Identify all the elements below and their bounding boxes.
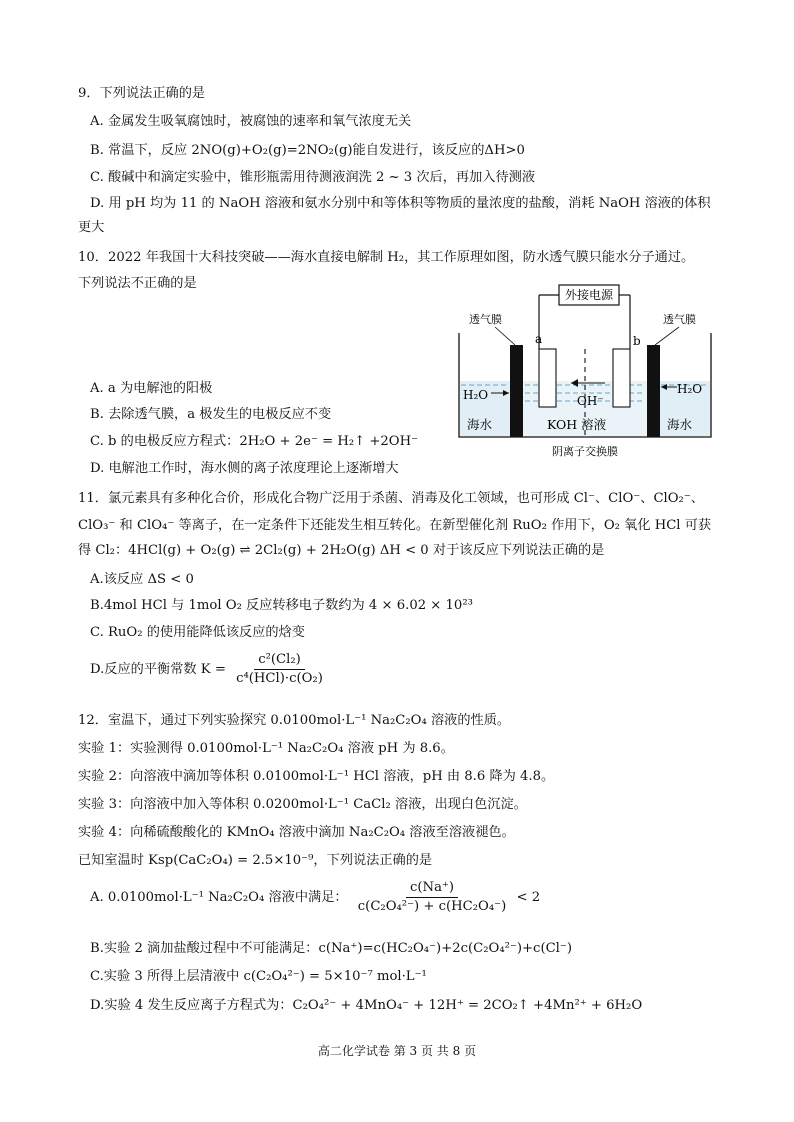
q10-stem: 10．2022 年我国十大科技突破——海水直接电解制 H₂，其工作原理如图，防水透气膜只能水分子通过。 xyxy=(78,250,695,265)
q11-option-d xyxy=(90,652,329,687)
q9-option-c: C. 酸碱中和滴定实验中，锥形瓶需用待测液润洗 2 ~ 3 次后，再加入待测液 xyxy=(90,170,536,185)
electrode-b-label: b xyxy=(633,334,641,348)
concentration-ratio-fraction xyxy=(354,880,510,915)
q12-experiment-2: 实验 2：向溶液中滴加等体积 0.0100mol·L⁻¹ HCl 溶液，pH 由 8.6 降为 4.8。 xyxy=(78,769,555,784)
q9-option-d-cont: 更大 xyxy=(78,220,105,235)
power-supply-label: 外接电源 xyxy=(564,288,614,302)
q12-known: 已知室温时 Ksp(CaC₂O₄) = 2.5×10⁻⁹，下列说法正确的是 xyxy=(78,853,433,868)
q10-option-b: B. 去除透气膜，a 极发生的电极反应不变 xyxy=(90,407,332,422)
electrolysis-diagram xyxy=(455,283,715,463)
q12-option-d: D.实验 4 发生反应离子方程式为：C₂O₄²⁻ + 4MnO₄⁻ + 12H⁺ = 2CO₂↑ +4Mn²⁺ + 6H₂O xyxy=(90,998,643,1013)
q12-experiment-4: 实验 4：向稀硫酸酸化的 KMnO₄ 溶液中滴加 Na₂C₂O₄ 溶液至溶液褪色。 xyxy=(78,825,515,840)
fraction-numerator: c(Na⁺) xyxy=(406,880,458,898)
q9-option-a: A. 金属发生吸氧腐蚀时，被腐蚀的速率和氧气浓度无关 xyxy=(90,114,412,129)
q11-option-d-prefix: D.反应的平衡常数 K = xyxy=(90,661,226,677)
q11-option-c: C. RuO₂ 的使用能降低该反应的焓变 xyxy=(90,625,305,640)
q9-option-b: B. 常温下，反应 2NO(g)+O₂(g)=2NO₂(g)能自发进行，该反应的ΔH>0 xyxy=(90,143,525,158)
q12-option-a xyxy=(90,880,540,915)
seawater-label-left: 海水 xyxy=(467,417,493,432)
q12-option-b: B.实验 2 滴加盐酸过程中不可能满足：c(Na⁺)=c(HC₂O₄⁻)+2c(C₂O₄²⁻)+c(Cl⁻) xyxy=(90,941,572,956)
q12-option-a-suffix: < 2 xyxy=(516,889,541,905)
q12-experiment-3: 实验 3：向溶液中加入等体积 0.0200mol·L⁻¹ CaCl₂ 溶液，出现白色沉淀。 xyxy=(78,797,527,812)
q10-stem-cont: 下列说法不正确的是 xyxy=(78,276,197,291)
equilibrium-constant-fraction xyxy=(232,652,327,687)
seawater-label-right: 海水 xyxy=(667,417,693,432)
q11-stem: 11．氯元素具有多种化合价，形成化合物广泛用于杀菌、消毒及化工领域，也可形成 Cl⁻、ClO⁻、ClO₂⁻、 xyxy=(78,491,704,506)
page-footer: 高二化学试卷 第 3 页 共 8 页 xyxy=(317,1044,477,1058)
water-label-left: H₂O xyxy=(463,388,489,402)
q10-option-d: D. 电解池工作时，海水侧的离子浓度理论上逐渐增大 xyxy=(90,461,399,476)
q9-option-d: D. 用 pH 均为 11 的 NaOH 溶液和氨水分别中和等体积等物质的量浓度的盐酸，消耗 NaOH 溶液的体积 xyxy=(90,196,711,211)
q11-option-a: A.该反应 ΔS < 0 xyxy=(90,572,194,587)
membrane-label-left: 透气膜 xyxy=(469,313,502,326)
hydroxide-label: OH⁻ xyxy=(577,394,604,408)
q12-option-a-prefix: A. 0.0100mol·L⁻¹ Na₂C₂O₄ 溶液中满足： xyxy=(90,889,348,905)
q9-stem: 9．下列说法正确的是 xyxy=(78,86,206,101)
q12-experiment-1: 实验 1：实验测得 0.0100mol·L⁻¹ Na₂C₂O₄ 溶液 pH 为 8.6。 xyxy=(78,741,454,756)
membrane-label-right: 透气膜 xyxy=(663,313,696,326)
q12-stem: 12．室温下，通过下列实验探究 0.0100mol·L⁻¹ Na₂C₂O₄ 溶液的性质。 xyxy=(78,713,511,728)
koh-solution-label: KOH 溶液 xyxy=(547,417,607,432)
q10-option-a: A. a 为电解池的阳极 xyxy=(90,381,213,396)
electrode-a-label: a xyxy=(535,332,543,346)
q11-stem-cont-2: 得 Cl₂：4HCl(g) + O₂(g) ⇌ 2Cl₂(g) + 2H₂O(g) ΔH < 0 对于该反应下列说法正确的是 xyxy=(78,543,605,558)
figure-caption: 阴离子交换膜 xyxy=(552,445,618,458)
q11-stem-cont-1: ClO₃⁻ 和 ClO₄⁻ 等离子，在一定条件下还能发生相互转化。在新型催化剂 RuO₂ 作用下，O₂ 氧化 HCl 可获 xyxy=(78,518,712,533)
fraction-denominator: c⁴(HCl)·c(O₂) xyxy=(236,670,323,686)
water-label-right: H₂O xyxy=(677,382,703,396)
fraction-denominator: c(C₂O₄²⁻) + c(HC₂O₄⁻) xyxy=(357,898,507,914)
fraction-numerator: c²(Cl₂) xyxy=(254,652,305,670)
q12-option-c: C.实验 3 所得上层清液中 c(C₂O₄²⁻) = 5×10⁻⁷ mol·L⁻¹ xyxy=(90,969,427,984)
q11-option-b: B.4mol HCl 与 1mol O₂ 反应转移电子数约为 4 × 6.02 × 10²³ xyxy=(90,598,473,613)
q10-option-c: C. b 的电极反应方程式：2H₂O + 2e⁻ = H₂↑ +2OH⁻ xyxy=(90,434,419,449)
